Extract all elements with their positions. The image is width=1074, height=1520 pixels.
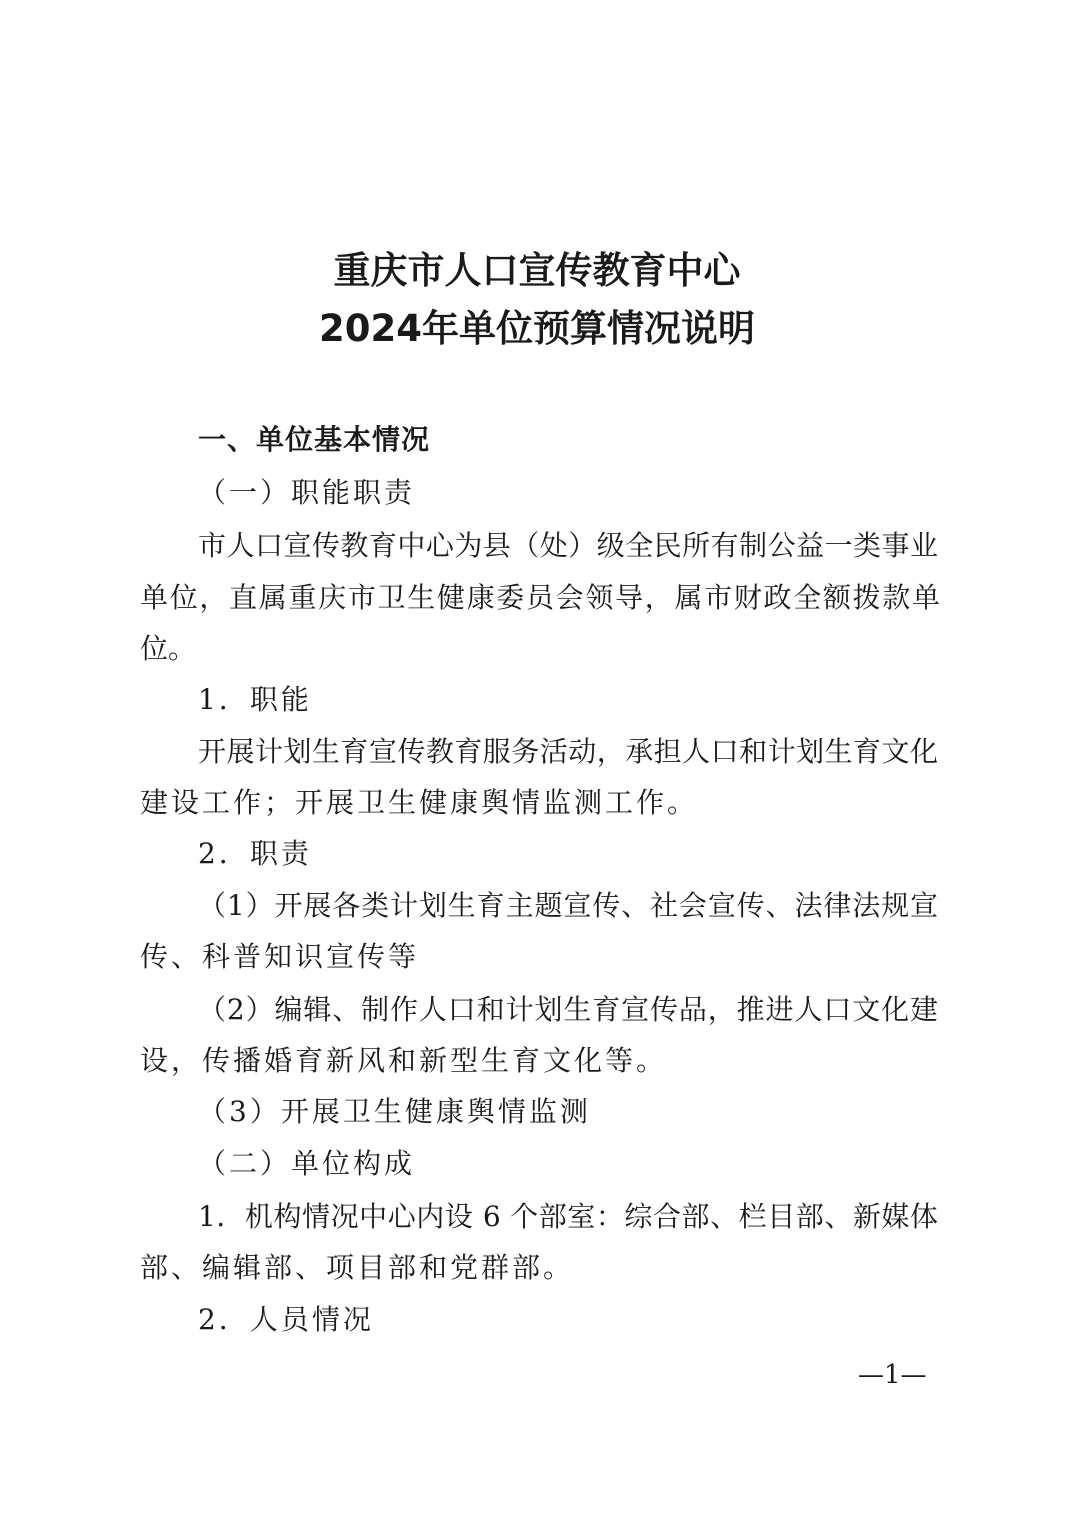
list-heading: 2．职责 (198, 837, 312, 870)
subsection-heading: （一）职能职责 (198, 476, 416, 509)
paragraph-line: 市人口宣传教育中心为县（处）级全民所有制公益一类事业 (198, 529, 938, 562)
list-item-line: （3）开展卫生健康舆情监测 (198, 1095, 591, 1128)
paragraph-line: 建设工作；开展卫生健康舆情监测工作。 (140, 786, 699, 819)
list-item-line: 设，传播婚育新风和新型生育文化等。 (140, 1044, 668, 1077)
section-heading: 一、单位基本情况 (198, 423, 431, 456)
document-title-line-2: 2024年单位预算情况说明 (319, 307, 755, 350)
list-heading: 2．人员情况 (198, 1303, 374, 1336)
subsection-heading: （二）单位构成 (198, 1147, 416, 1180)
paragraph-line: 1．机构情况中心内设 6 个部室：综合部、栏目部、新媒体 (198, 1200, 938, 1233)
list-heading: 1．职能 (198, 683, 312, 716)
paragraph-line: 开展计划生育宣传教育服务活动，承担人口和计划生育文化 (198, 735, 938, 768)
paragraph-line: 位。 (140, 632, 197, 665)
list-item-line: 传、科普知识宣传等 (140, 940, 420, 973)
list-item-line: （2）编辑、制作人口和计划生育宣传品，推进人口文化建 (198, 993, 938, 1026)
page-number: —1— (858, 1360, 927, 1390)
paragraph-line: 单位，直属重庆市卫生健康委员会领导，属市财政全额拨款单 (140, 581, 940, 614)
list-item-line: （1）开展各类计划生育主题宣传、社会宣传、法律法规宣 (198, 889, 938, 922)
document-title-line-1: 重庆市人口宣传教育中心 (333, 249, 741, 292)
paragraph-line: 部、编辑部、项目部和党群部。 (140, 1251, 575, 1284)
